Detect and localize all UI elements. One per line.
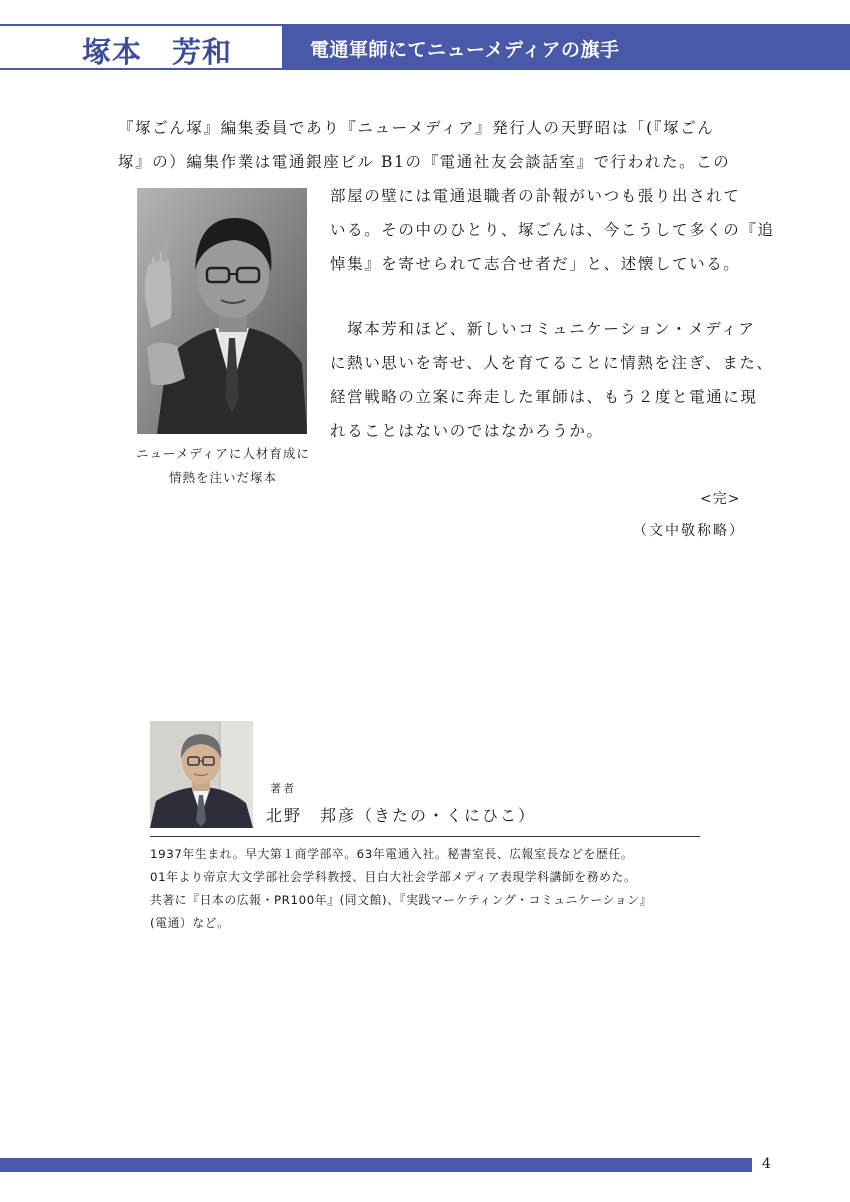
author-divider [150,836,700,837]
subject-name: 塚本 芳和 [82,35,233,69]
text-line: れることはないのではなかろうか。 [330,422,604,440]
paragraph-1 [118,111,748,179]
end-note: （文中敬称略） [633,523,745,539]
bio-line: 1937年生まれ。早大第１商学部卒。63年電通入社。秘書室長、広報室長などを歴任。 [150,847,634,861]
caption-line: 情熱を注いだ塚本 [168,470,277,485]
name-box [0,24,282,70]
paragraph-1-continued [330,179,775,281]
text-line: 『塚ごん塚』編集委員であり『ニューメディア』発行人の天野昭は「(『塚ごん [118,119,715,137]
paragraph-2 [330,312,774,448]
text-line: 経営戦略の立案に奔走した軍師は、もう２度と電通に現 [330,388,758,406]
end-mark: <完> [700,491,741,507]
title-box [282,24,850,70]
page-number: 4 [762,1156,771,1172]
author-label: 著者 [270,782,296,795]
bio-line: (電通）など。 [150,916,230,930]
subject-photo [137,188,307,434]
text-line: 悼集』を寄せられて志合せ者だ」と、述懐している。 [330,255,741,273]
text-line: 塚』の）編集作業は電通銀座ビル B1の『電通社友会談話室』で行われた。この [118,153,731,171]
photo-caption [118,442,328,490]
author-bio [150,843,750,935]
page-header [0,24,850,72]
footer-bar [0,1158,752,1172]
author-photo [150,721,253,828]
caption-line: ニューメディアに人材育成に [136,446,310,461]
text-line: 塚本芳和ほど、新しいコミュニケーション・メディア [330,320,756,338]
bio-line: 共著に『日本の広報・PR100年』(同文館)、『実践マーケティング・コミュニケーション』 [150,893,652,907]
text-line: いる。その中のひとり、塚ごんは、今こうして多くの『追 [330,221,775,239]
text-line: に熱い思いを寄せ、人を育てることに情熱を注ぎ、また、 [330,354,774,372]
text-line: 部屋の壁には電通退職者の訃報がいつも張り出されて [330,187,741,205]
author-name: 北野 邦彦（きたの・くにひこ） [266,806,537,825]
bio-line: 01年より帝京大文学部社会学科教授、目白大社会学部メディア表現学科講師を務めた。 [150,870,637,884]
article-title: 電通軍師にてニューメディアの旗手 [310,39,620,61]
